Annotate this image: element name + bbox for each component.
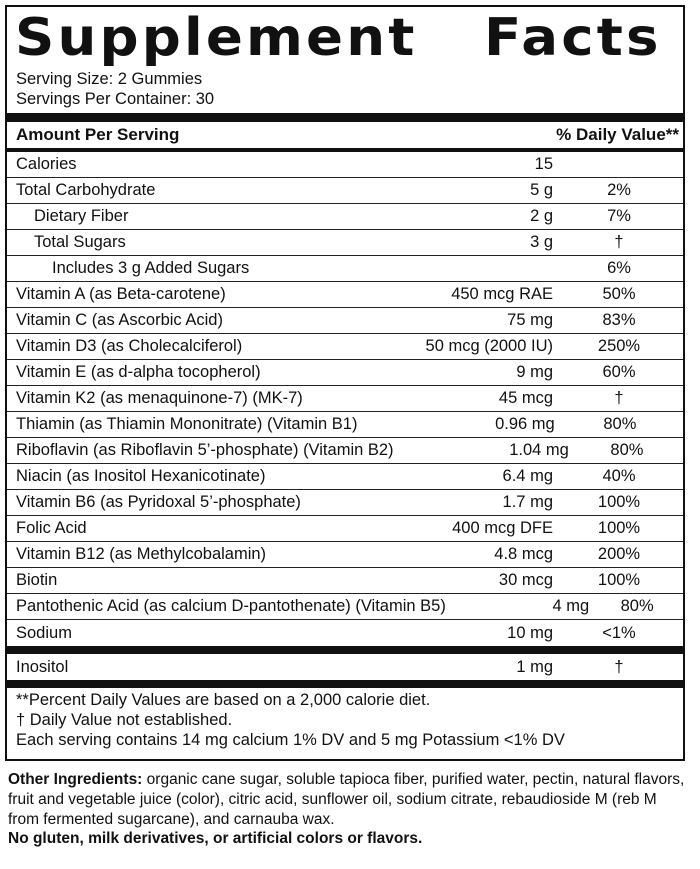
nutrient-row <box>7 594 683 620</box>
nutrient-name: Dietary Fiber <box>34 207 129 225</box>
nutrient-row <box>7 204 683 230</box>
panel-title: Supplement Facts <box>15 8 662 68</box>
nutrient-row <box>7 464 683 490</box>
nutrient-name: Vitamin C (as Ascorbic Acid) <box>16 311 223 329</box>
nutrient-amount: 0.96 mg <box>495 415 555 433</box>
nutrient-name: Sodium <box>16 623 72 642</box>
nutrient-name: Includes 3 g Added Sugars <box>52 259 250 277</box>
nutrient-amount: 2 g <box>530 207 553 225</box>
nutrient-name: Calories <box>16 155 77 173</box>
nutrient-row <box>7 308 683 334</box>
nutrient-name: Folic Acid <box>16 519 87 537</box>
nutrient-row <box>7 360 683 386</box>
nutrient-amount: 4.8 mcg <box>494 545 553 563</box>
nutrient-daily-value: † <box>614 657 624 676</box>
thick-divider <box>7 113 683 122</box>
nutrient-name: Vitamin D3 (as Cholecalciferol) <box>16 337 243 355</box>
nutrient-amount: 10 mg <box>507 623 553 642</box>
nutrient-name: Total Carbohydrate <box>16 181 156 199</box>
nutrient-amount: 1.04 mg <box>509 441 569 459</box>
other-ingredients-label: Other Ingredients: <box>8 771 143 788</box>
nutrient-amount: 50 mcg (2000 IU) <box>425 337 553 355</box>
nutrient-amount: 450 mcg RAE <box>451 285 553 303</box>
nutrient-daily-value: 100% <box>597 519 641 537</box>
nutrient-row <box>7 654 683 680</box>
nutrient-daily-value: 80% <box>620 597 654 615</box>
other-ingredients <box>8 770 688 830</box>
nutrient-daily-value: 80% <box>610 441 644 459</box>
nutrient-amount: 5 g <box>530 181 553 199</box>
nutrient-row <box>7 334 683 360</box>
serving-minerals-note: Each serving contains 14 mg calcium 1% DV and 5 mg Potassium <1% DV <box>16 731 565 749</box>
nutrient-daily-value: 80% <box>603 415 637 433</box>
nutrient-amount: 3 g <box>530 233 553 251</box>
nutrient-name: Inositol <box>16 657 69 676</box>
footnotes <box>7 688 683 750</box>
nutrient-amount: 6.4 mg <box>502 467 553 485</box>
nutrient-amount: 15 <box>534 155 553 173</box>
table-header <box>7 122 683 148</box>
nutrient-row <box>7 542 683 568</box>
nutrient-group-other <box>7 654 683 680</box>
amount-per-serving-header: Amount Per Serving <box>16 125 180 144</box>
nutrient-amount: 45 mcg <box>498 389 553 407</box>
nutrient-daily-value: 40% <box>602 467 636 485</box>
nutrient-name: Vitamin B6 (as Pyridoxal 5’-phosphate) <box>16 493 301 511</box>
nutrient-row <box>7 412 683 438</box>
nutrient-amount: 400 mcg DFE <box>452 519 553 537</box>
nutrient-daily-value: 83% <box>602 311 636 329</box>
nutrient-daily-value: 200% <box>597 545 641 563</box>
nutrient-name: Pantothenic Acid (as calcium D-pantothenate) (Vitamin B5) <box>16 597 446 615</box>
nutrient-amount: 4 mg <box>552 597 590 615</box>
thick-divider <box>7 646 683 654</box>
nutrient-group-macros <box>7 152 683 282</box>
nutrient-row <box>7 386 683 412</box>
nutrient-row <box>7 568 683 594</box>
nutrient-row <box>7 256 683 282</box>
dagger-note: † Daily Value not established. <box>16 711 233 729</box>
thick-divider <box>7 680 683 688</box>
nutrient-name: Riboflavin (as Riboflavin 5’-phosphate) (Vitamin B2) <box>16 441 394 459</box>
nutrient-name: Vitamin E (as d-alpha tocopherol) <box>16 363 261 381</box>
nutrient-row <box>7 438 683 464</box>
nutrient-daily-value: 6% <box>607 259 631 277</box>
nutrient-amount: 1.7 mg <box>502 493 553 511</box>
nutrient-daily-value: 7% <box>607 207 631 225</box>
nutrient-name: Vitamin A (as Beta-carotene) <box>16 285 226 303</box>
nutrient-daily-value: † <box>614 233 624 251</box>
nutrient-row <box>7 230 683 256</box>
nutrient-daily-value: 250% <box>597 337 641 355</box>
allergen-statement: No gluten, milk derivatives, or artificial colors or flavors. <box>8 830 423 847</box>
nutrient-name: Thiamin (as Thiamin Mononitrate) (Vitamin B1) <box>16 415 358 433</box>
nutrient-amount: 30 mcg <box>498 571 553 589</box>
nutrient-name: Biotin <box>16 571 58 589</box>
nutrient-amount: 75 mg <box>507 311 553 329</box>
nutrient-name: Niacin (as Inositol Hexanicotinate) <box>16 467 266 485</box>
nutrient-daily-value: 100% <box>597 571 641 589</box>
nutrient-name: Vitamin B12 (as Methylcobalamin) <box>16 545 267 563</box>
other-ingredients-text: organic cane sugar, soluble tapioca fiber, purified water, pectin, natural flavors, fruit and vegetable juice (color), citric acid, sunflower oil, sodium citrate, rebaudioside M (reb M from fermented sugarcane), and carnauba wax. <box>8 771 685 828</box>
supplement-facts-panel <box>5 5 685 761</box>
nutrient-daily-value: 100% <box>597 493 641 511</box>
nutrient-daily-value: <1% <box>602 623 636 642</box>
nutrient-daily-value: 60% <box>602 363 636 381</box>
nutrient-name: Vitamin K2 (as menaquinone-7) (MK-7) <box>16 389 303 407</box>
servings-per-container: Servings Per Container: 30 <box>16 90 215 108</box>
nutrient-amount: 9 mg <box>516 363 553 381</box>
nutrient-group-vitamins <box>7 282 683 646</box>
percent-daily-value-note: **Percent Daily Values are based on a 2,000 calorie diet. <box>16 691 431 709</box>
nutrient-row <box>7 152 683 178</box>
nutrient-row <box>7 490 683 516</box>
nutrient-daily-value: 50% <box>602 285 636 303</box>
nutrient-name: Total Sugars <box>34 233 126 251</box>
nutrient-amount: 1 mg <box>516 657 553 676</box>
nutrient-row <box>7 282 683 308</box>
nutrient-daily-value: 2% <box>607 181 631 199</box>
nutrient-row <box>7 178 683 204</box>
daily-value-header: % Daily Value** <box>556 125 679 144</box>
nutrient-row <box>7 516 683 542</box>
nutrient-daily-value: † <box>614 389 624 407</box>
nutrient-row <box>7 620 683 646</box>
serving-size: Serving Size: 2 Gummies <box>16 70 203 88</box>
